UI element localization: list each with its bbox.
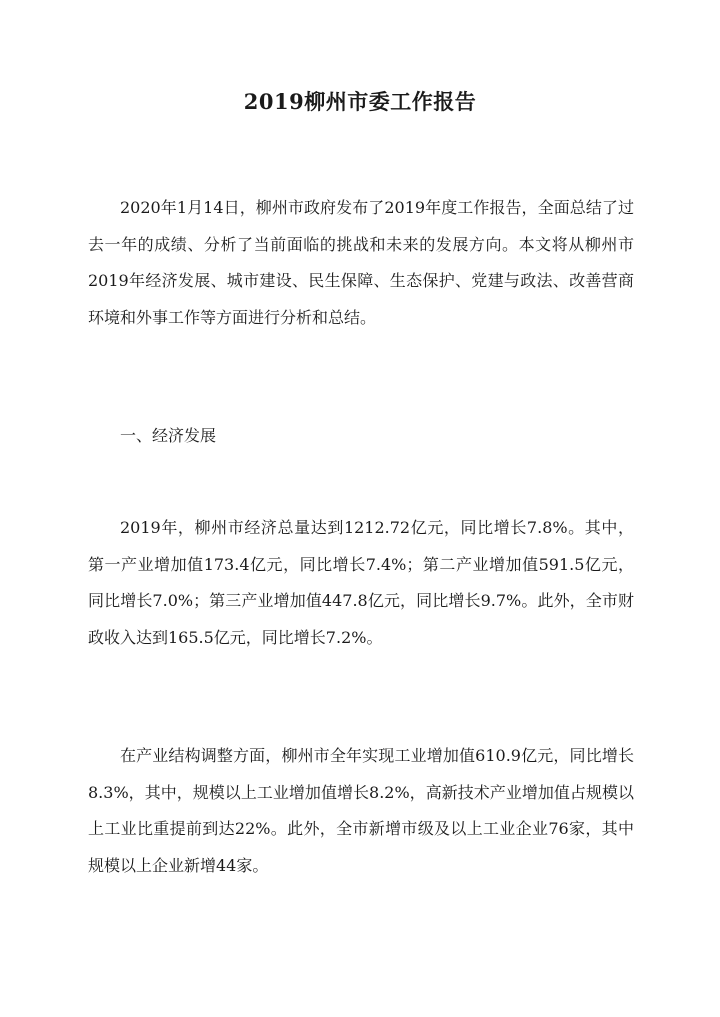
document-title: 2019柳州市委工作报告 <box>243 89 477 114</box>
intro-paragraph: 2020年1月14日，柳州市政府发布了2019年度工作报告，全面总结了过去一年的成绩、分析了当前面临的挑战和未来的发展方向。本文将从柳州市2019年经济发展、城市建设、民生保障、生态保护、党建与政法、改善营商环境和外事工作等方面进行分析和总结。 <box>88 198 634 327</box>
industry-paragraph: 在产业结构调整方面，柳州市全年实现工业增加值610.9亿元，同比增长8.3%，其中，规模以上工业增加值增长8.2%，高新技术产业增加值占规模以上工业比重提前到达22%。此外，全市新增市级及以上工业企业76家，其中规模以上企业新增44家。 <box>88 746 634 875</box>
economy-paragraph: 2019年，柳州市经济总量达到1212.72亿元，同比增长7.8%。其中，第一产业增加值173.4亿元，同比增长7.4%；第二产业增加值591.5亿元，同比增长7.0%；第三产业增加值447.8亿元，同比增长9.7%。此外，全市财政收入达到165.5亿元，同比增长7.2%。 <box>88 518 634 647</box>
section-heading-economy: 一、经济发展 <box>120 426 217 445</box>
